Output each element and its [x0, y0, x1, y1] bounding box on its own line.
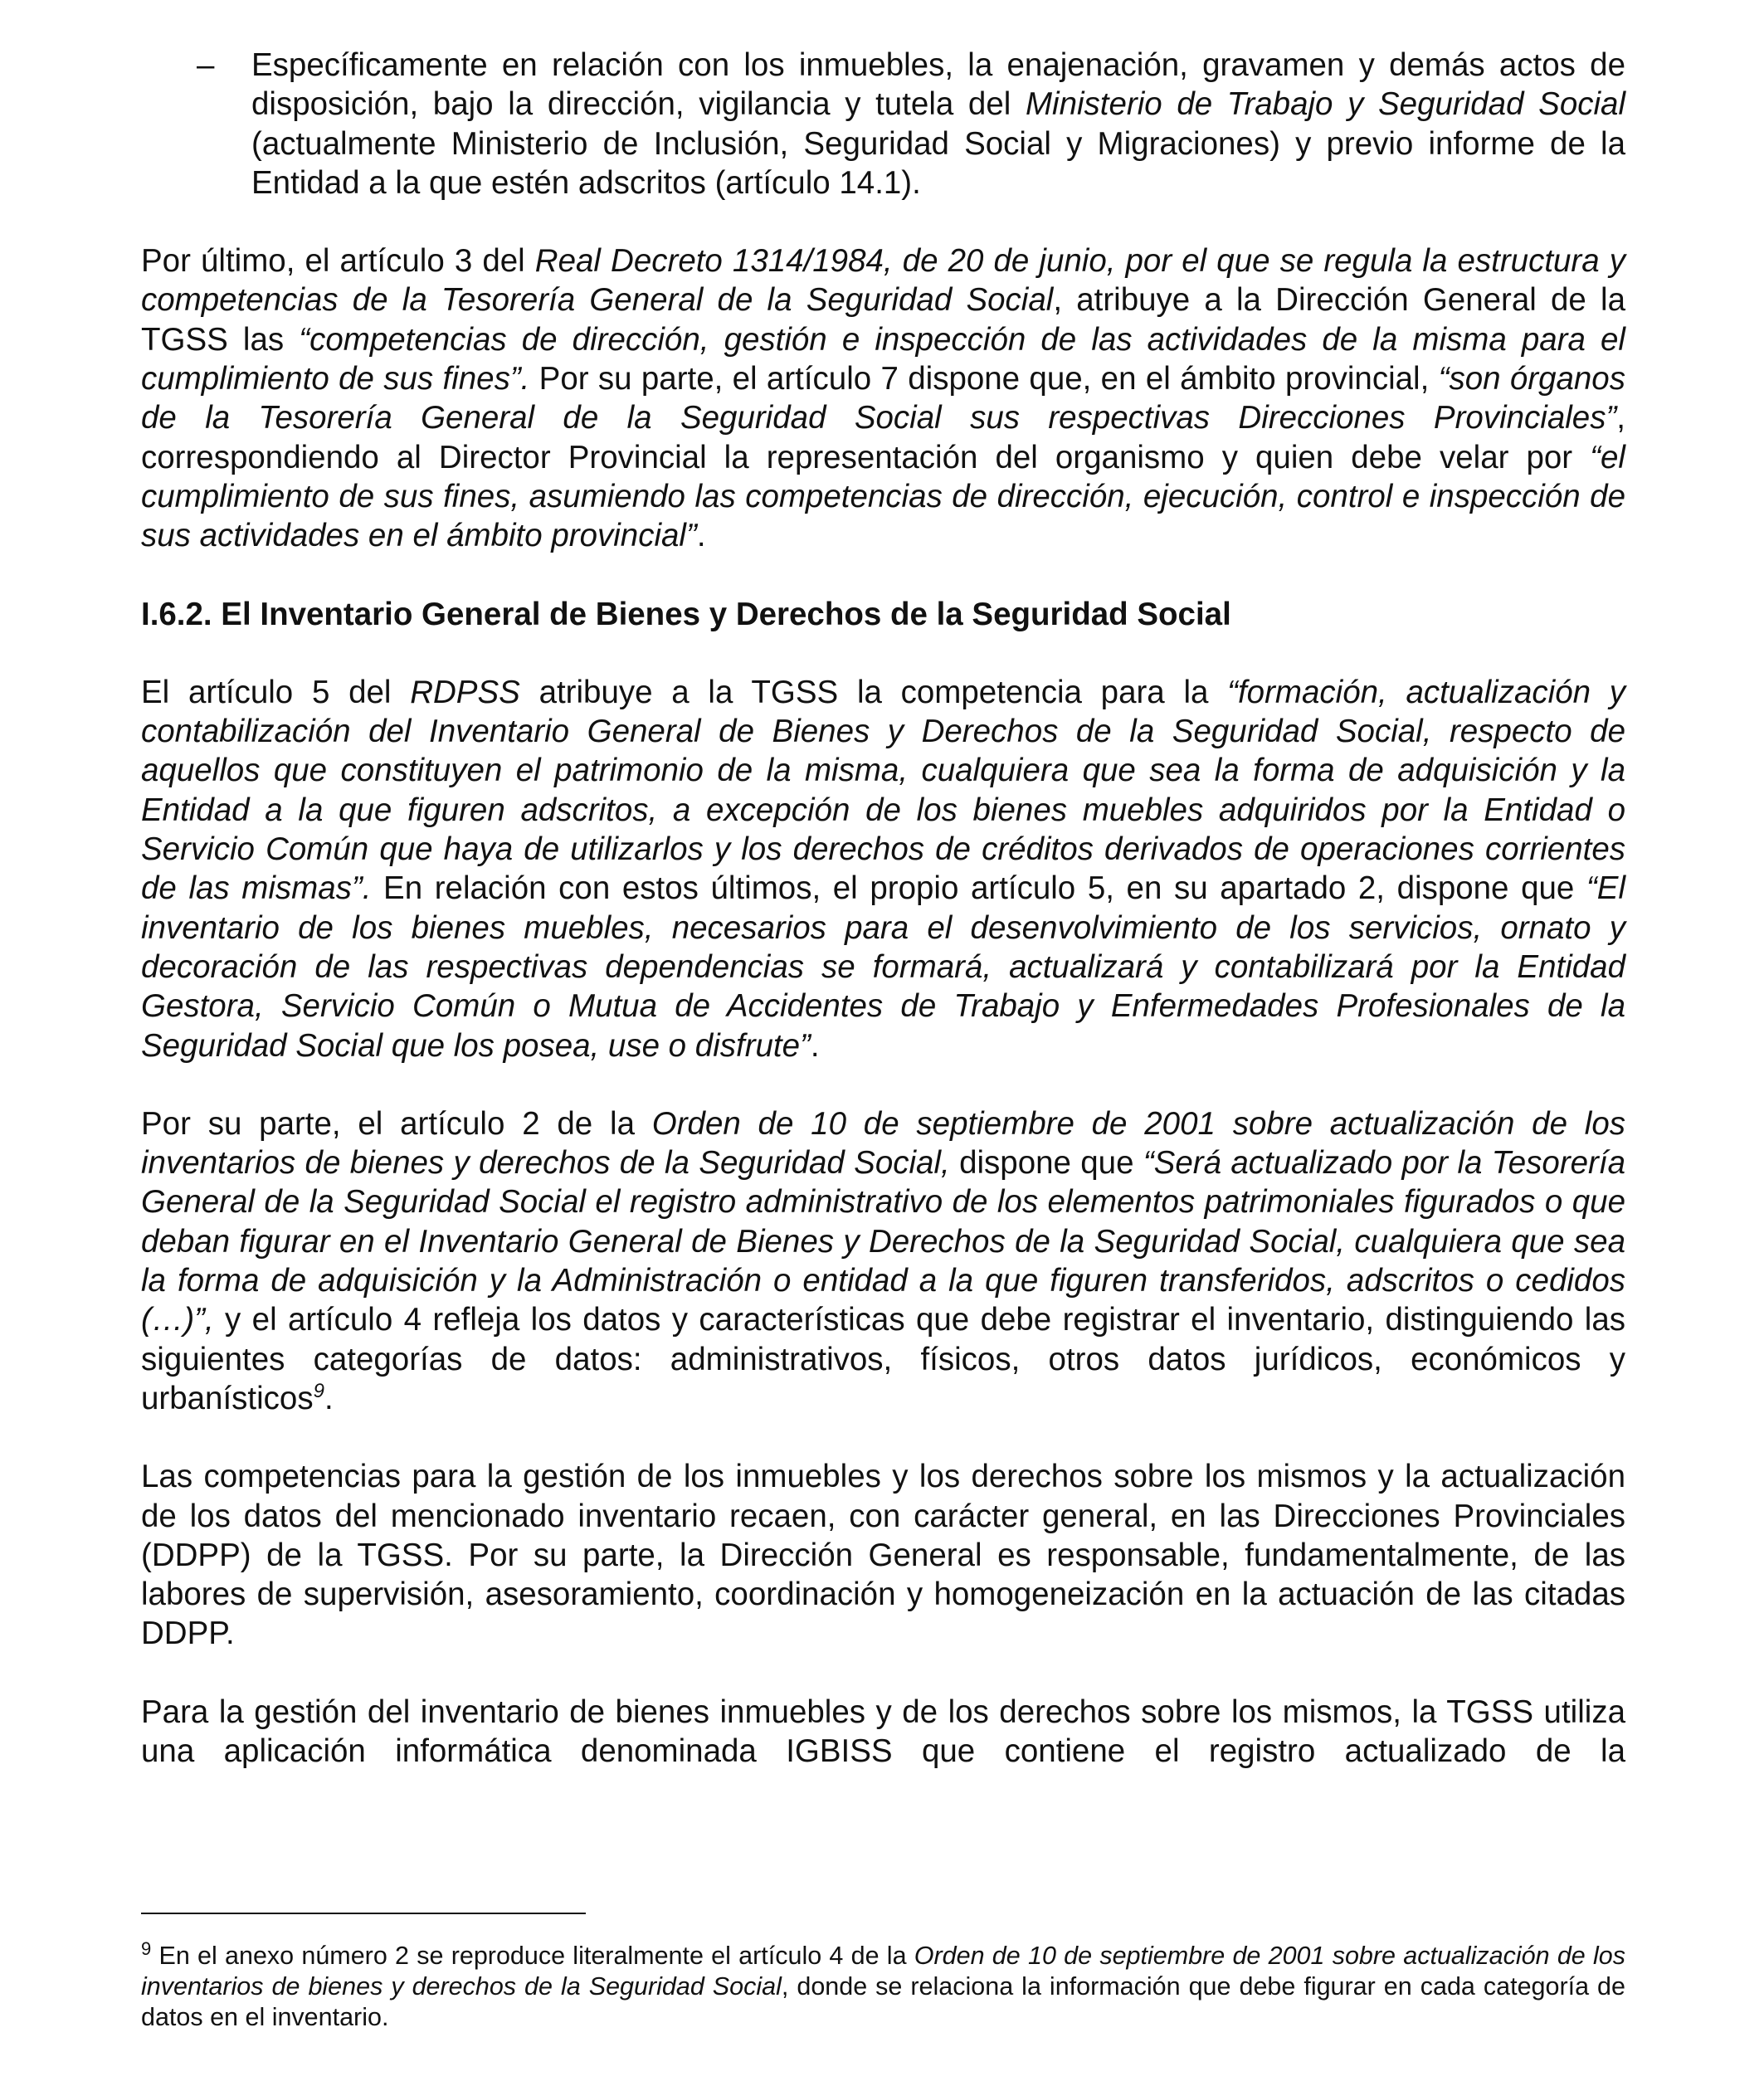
paragraph-italic: “El inventario de los bienes muebles, necesarios para el desenvolvimiento de los servicios, ornato y decoración de las respectivas dependencias se formará, actualizará y contabilizará por la Entidad Gestora, Servicio Común o Mutua de Accidentes de Trabajo y Enfermedades Profesionales de la Seguridad Social que los posea, use o disfrute” — [141, 870, 1625, 1064]
footnote-text: En el anexo número 2 se reproduce literalmente el artículo 4 de la — [151, 1942, 914, 1970]
paragraph-rdpss — [141, 673, 1625, 1065]
paragraph-italic: Orden de 10 de septiembre de 2001 sobre actualización de los inventarios de bienes y derechos de la Seguridad Social, — [141, 1105, 1625, 1182]
footnote-number: 9 — [141, 1937, 152, 1959]
footnote-reference[interactable]: 9 — [313, 1380, 324, 1403]
footnote — [141, 1937, 1625, 2033]
paragraph-text: Por último, el artículo 3 del — [141, 243, 535, 280]
paragraph-text: . — [696, 518, 706, 554]
paragraph-text: atribuye a la TGSS la competencia para la — [519, 674, 1228, 710]
bullet-dash: – — [197, 47, 215, 83]
paragraph-text: Por su parte, el artículo 2 de la — [141, 1105, 652, 1142]
paragraph-italic: RDPSS — [410, 674, 520, 710]
paragraph-text: . — [810, 1027, 820, 1064]
paragraph-text: , atribuye a la Dirección General de la TGSS las — [141, 282, 1625, 358]
paragraph-real-decreto — [141, 241, 1625, 555]
bullet-text: Específicamente en relación con los inmuebles, la enajenación, gravamen y demás actos de disposición, bajo la dirección, vigilancia y tutela del — [251, 47, 1625, 123]
paragraph-text: El artículo 5 del — [141, 674, 411, 710]
bullet-item — [141, 46, 1625, 202]
footnote-separator — [141, 1913, 586, 1914]
bullet-italic: Ministerio de Trabajo y Seguridad Social — [1025, 86, 1626, 123]
paragraph-italic: “competencias de dirección, gestión e inspección de las actividades de la misma para el cumplimiento de sus fines”. — [141, 321, 1625, 397]
paragraph-text: dispone que — [949, 1145, 1143, 1182]
bullet-text: (actualmente Ministerio de Inclusión, Seguridad Social y Migraciones) y previo informe de la Entidad a la que estén adscritos (artículo 14.1). — [251, 125, 1625, 201]
bullet-list — [141, 46, 1625, 202]
paragraph-text: . — [324, 1380, 334, 1416]
paragraph-text: Por su parte, el artículo 7 dispone que, en el ámbito provincial, — [529, 361, 1439, 397]
paragraph-italic: “son órganos de la Tesorería General de la Seguridad Social sus respectivas Direcciones Provinciales” — [141, 361, 1625, 436]
paragraph-orden-2001 — [141, 1104, 1625, 1418]
paragraph-italic: “el cumplimiento de sus fines, asumiendo las competencias de dirección, ejecución, control e inspección de sus actividades en el ámbito provincial” — [141, 439, 1625, 554]
paragraph-text: , correspondiendo al Director Provincial la representación del organismo y quien debe velar por — [141, 400, 1625, 475]
section-heading: I.6.2. El Inventario General de Bienes y Derechos de la Seguridad Social — [141, 596, 1231, 632]
footnote-text: , donde se relaciona la información que debe figurar en cada categoría de datos en el inventario. — [141, 1972, 1625, 2031]
paragraph-competencias: Las competencias para la gestión de los inmuebles y los derechos sobre los mismos y la actualización de los datos del mencionado inventario recaen, con carácter general, en las Direcciones Provinciales (DDPP) de la TGSS. Por su parte, la Dirección General es responsable, fundamentalmente, de las labores de supervisión, asesoramiento, coordinación y homogeneización en la actuación de las citadas DDPP. — [141, 1459, 1625, 1652]
paragraph-text: En relación con estos últimos, el propio artículo 5, en su apartado 2, dispone que — [371, 870, 1586, 907]
paragraph-italic: Real Decreto 1314/1984, de 20 de junio, por el que se regula la estructura y competencias de la Tesorería General de la Seguridad Social — [141, 243, 1625, 319]
footnote-italic: Orden de 10 de septiembre de 2001 sobre actualización de los inventarios de bienes y derechos de la Seguridad Social — [141, 1942, 1625, 2001]
document-page — [141, 46, 1625, 1771]
paragraph-italic: “Será actualizado por la Tesorería General de la Seguridad Social el registro administrativo de los elementos patrimoniales figurados o que deban figurar en el Inventario General de Bienes y Derechos de la Seguridad Social, cualquiera que sea la forma de adquisición y la Administración o entidad a la que figuren transferidos, adscritos o cedidos (…)”, — [141, 1145, 1625, 1338]
paragraph-text: y el artículo 4 refleja los datos y características que debe registrar el inventario, distinguiendo las siguientes categorías de datos: administrativos, físicos, otros datos jurídicos, económicos y urbanísticos — [141, 1302, 1625, 1416]
paragraph-igbiss: Para la gestión del inventario de bienes inmuebles y de los derechos sobre los mismos, la TGSS utiliza una aplicación informática denominada IGBISS que contiene el registro actualizado de la — [141, 1694, 1625, 1769]
paragraph-italic: “formación, actualización y contabilización del Inventario General de Bienes y Derechos de la Seguridad Social, respecto de aquellos que constituyen el patrimonio de la misma, cualquiera que sea la forma de adquisición y la Entidad a la que figuren adscritos, a excepción de los bienes muebles adquiridos por la Entidad o Servicio Común que haya de utilizarlos y los derechos de créditos derivados de operaciones corrientes de las mismas”. — [141, 674, 1625, 907]
